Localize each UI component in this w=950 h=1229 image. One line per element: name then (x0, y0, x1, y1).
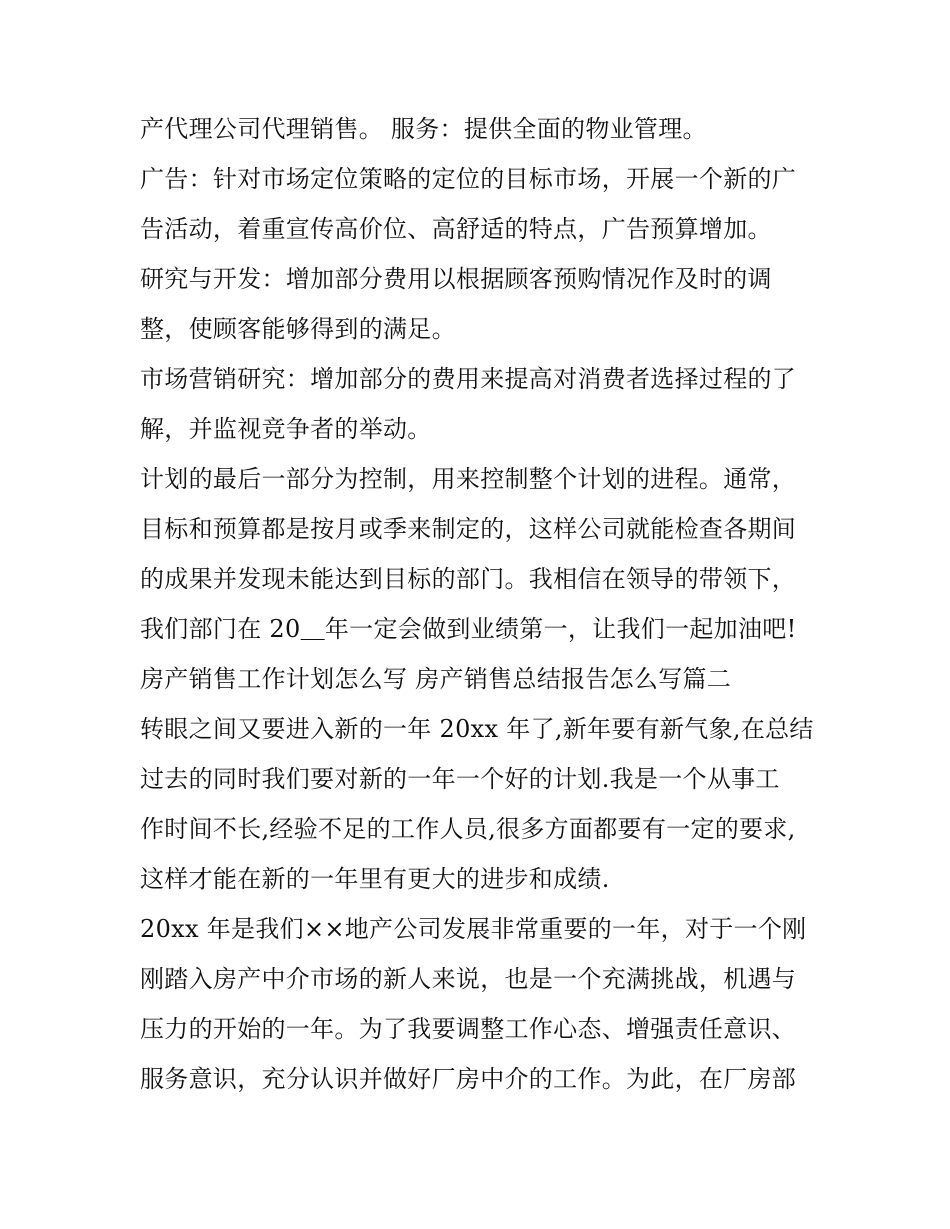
text-line: 作时间不长,经验不足的工作人员,很多方面都要有一定的要求, (140, 815, 796, 843)
text-line: 转眼之间又要进入新的一年 20xx 年了,新年要有新气象,在总结 (140, 715, 814, 743)
text-line: 市场营销研究：增加部分的费用来提高对消费者选择过程的了 (140, 365, 797, 393)
text-line: 产代理公司代理销售。 服务：提供全面的物业管理。 (140, 115, 707, 143)
section-heading: 房产销售工作计划怎么写 房产销售总结报告怎么写篇二 (140, 665, 732, 693)
text-line: 计划的最后一部分为控制，用来控制整个计划的进程。通常， (140, 465, 797, 493)
text-line: 压力的开始的一年。为了我要调整工作心态、增强责任意识、 (140, 1015, 797, 1043)
text-line: 解，并监视竞争者的举动。 (140, 415, 432, 443)
text-line: 我们部门在 20＿年一定会做到业绩第一，让我们一起加油吧! (140, 615, 797, 643)
text-line: 这样才能在新的一年里有更大的进步和成绩. (140, 865, 610, 893)
text-line: 20xx 年是我们××地产公司发展非常重要的一年，对于一个刚 (140, 915, 807, 943)
text-line: 过去的同时我们要对新的一年一个好的计划.我是一个从事工 (140, 765, 780, 793)
text-line: 整，使顾客能够得到的满足。 (140, 315, 456, 343)
text-line: 的成果并发现未能达到目标的部门。我相信在领导的带领下， (140, 565, 797, 593)
document-body (140, 104, 820, 1104)
text-line: 目标和预算都是按月或季来制定的，这样公司就能检查各期间 (140, 515, 797, 543)
text-line: 告活动，着重宣传高价位、高舒适的特点，广告预算增加。 (140, 215, 772, 243)
text-line: 刚踏入房产中介市场的新人来说，也是一个充满挑战，机遇与 (140, 965, 797, 993)
text-line: 服务意识，充分认识并做好厂房中介的工作。为此，在厂房部 (140, 1065, 797, 1093)
text-line: 广告：针对市场定位策略的定位的目标市场，开展一个新的广 (140, 165, 797, 193)
text-line: 研究与开发：增加部分费用以根据顾客预购情况作及时的调 (140, 265, 772, 293)
